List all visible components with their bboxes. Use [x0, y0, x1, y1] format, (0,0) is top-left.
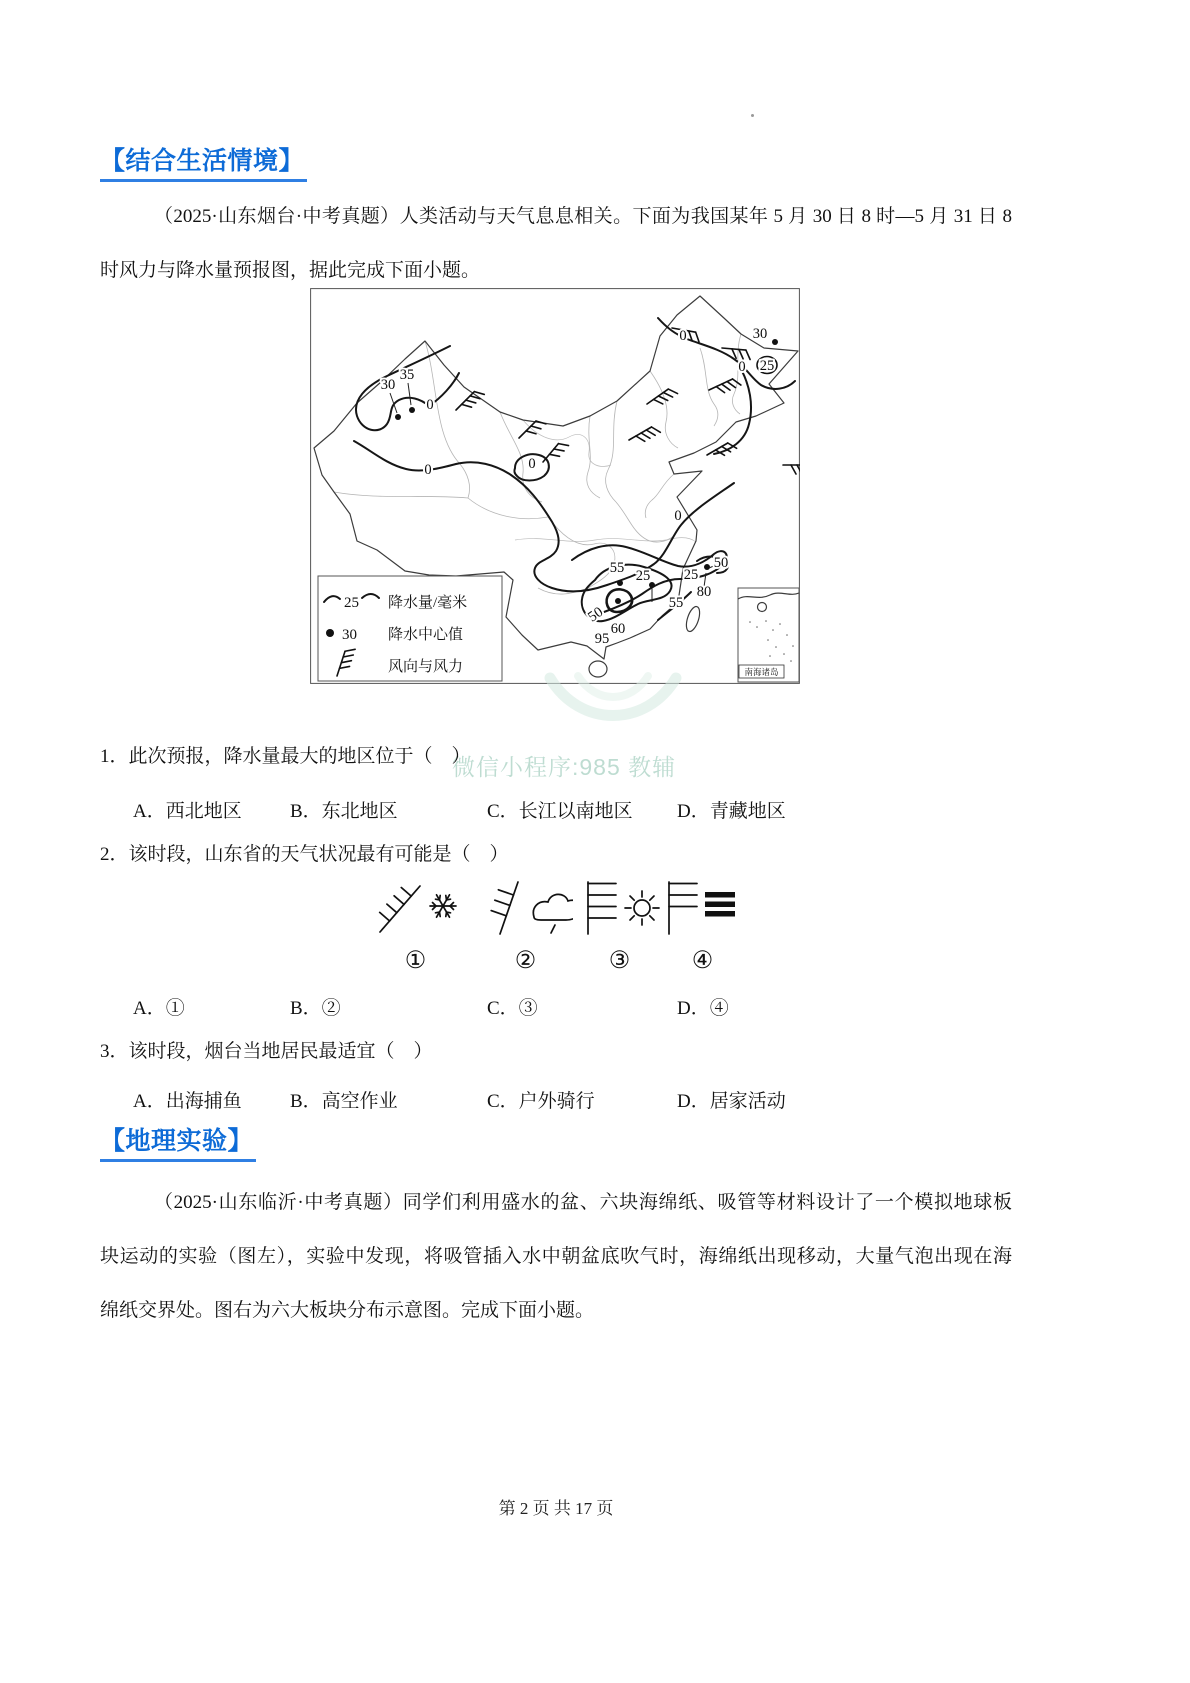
map-legend — [318, 576, 502, 681]
wind-barb-sun-icon — [572, 876, 667, 938]
stem-line: （2025·山东烟台·中考真题）人类活动与天气息息相关。下面为我国某年 5 月 30 日 8 时—5 月 31 日 8 — [154, 206, 1012, 227]
option-a: A．① — [133, 998, 185, 1019]
question-3-options — [100, 1086, 1123, 1113]
contour-value-label: 0 — [674, 508, 682, 524]
option-d: D．④ — [677, 998, 729, 1019]
legend-contour-value: 25 — [344, 595, 359, 611]
sun-icon — [625, 891, 659, 925]
watermark-text: 微信小程序:985 教辅 — [452, 754, 677, 780]
watermark-logo — [538, 666, 688, 741]
legend-contour-label: 降水量/毫米 — [388, 595, 468, 611]
option-a: A．出海捕鱼 — [133, 1091, 242, 1112]
contour-value-label: 0 — [424, 462, 432, 478]
center-dot-icon — [326, 629, 334, 637]
wind-barb-rain-icon — [478, 876, 573, 938]
stem-line: 时风力与降水量预报图，据此完成下面小题。 — [100, 260, 481, 281]
inset-label: 南海诸岛 — [744, 667, 779, 677]
question-3: 3．该时段，烟台当地居民最适宜（ ） — [100, 1041, 433, 1062]
question-1: 1．此次预报，降水量最大的地区位于（ ） — [100, 746, 471, 767]
stray-mark — [751, 114, 754, 117]
contour-value-label: 0 — [528, 456, 536, 472]
rain-cloud-icon — [533, 894, 573, 933]
snowflake-icon — [430, 895, 456, 917]
contour-value-label: 50 — [713, 555, 729, 571]
fog-icon — [705, 892, 735, 917]
circled-number-2: ② — [514, 948, 537, 974]
question-stem-experiment — [100, 1176, 1012, 1338]
circled-number-3: ③ — [608, 948, 631, 974]
contour-value-label: 80 — [696, 584, 712, 600]
contour-value-label: 30 — [752, 326, 768, 342]
weather-symbol-4 — [655, 876, 750, 975]
wind-barb-snow-icon — [368, 876, 463, 938]
option-a: A．西北地区 — [133, 801, 242, 822]
contour-value-label: 25 — [759, 358, 775, 374]
stem-line: （2025·山东临沂·中考真题）同学们利用盛水的盆、六块海绵纸、吸管等材料设计了一个模拟地球板 — [154, 1192, 1012, 1213]
option-c: C．长江以南地区 — [487, 801, 633, 822]
legend-wind-label: 风向与风力 — [388, 659, 464, 675]
stem-line: 绵纸交界处。图右为六大板块分布示意图。完成下面小题。 — [100, 1300, 595, 1321]
contour-value-label: 55 — [609, 560, 625, 576]
contour-value-label: 0 — [679, 328, 687, 344]
circled-number-1: ① — [404, 948, 427, 974]
option-b: B．东北地区 — [290, 801, 398, 822]
question-1-options — [100, 796, 1123, 823]
option-d: D．青藏地区 — [677, 801, 786, 822]
contour-value-label: 30 — [380, 377, 396, 393]
legend-center-label: 降水中心值 — [388, 627, 464, 643]
contour-value-label: 95 — [594, 631, 610, 647]
wind-barb-fog-icon — [655, 876, 750, 938]
weather-symbol-3 — [572, 876, 667, 975]
contour-value-label: 0 — [426, 397, 434, 413]
section-heading-experiment: 【地理实验】 — [100, 1121, 256, 1162]
page-footer: 第 2 页 共 17 页 — [498, 1499, 614, 1518]
weather-symbol-1 — [368, 876, 463, 975]
question-2: 2．该时段，山东省的天气状况最有可能是（ ） — [100, 844, 509, 865]
china-precipitation-map — [310, 288, 800, 684]
contour-value-label: 25 — [683, 567, 699, 583]
option-c: C．③ — [487, 998, 538, 1019]
option-c: C．户外骑行 — [487, 1091, 595, 1112]
option-b: B．高空作业 — [290, 1091, 398, 1112]
option-d: D．居家活动 — [677, 1091, 786, 1112]
contour-value-label: 25 — [635, 568, 651, 584]
circled-number-4: ④ — [691, 948, 714, 974]
weather-symbol-2 — [478, 876, 573, 975]
contour-value-label: 35 — [399, 367, 415, 383]
question-stem-life — [100, 190, 1012, 298]
south-china-sea-inset — [738, 588, 799, 682]
contour-value-label: 50 — [585, 604, 607, 626]
contour-value-label: 0 — [738, 359, 746, 375]
map-svg — [310, 288, 800, 684]
question-2-options — [100, 993, 1123, 1020]
option-b: B．② — [290, 998, 341, 1019]
stem-line: 块运动的实验（图左），实验中发现，将吸管插入水中朝盆底吹气时，海绵纸出现移动，大量气泡出现在海 — [100, 1246, 1012, 1267]
contour-value-label: 55 — [668, 595, 684, 611]
legend-center-value: 30 — [342, 627, 357, 643]
contour-value-label: 60 — [610, 621, 626, 637]
section-heading-life: 【结合生活情境】 — [100, 141, 307, 182]
